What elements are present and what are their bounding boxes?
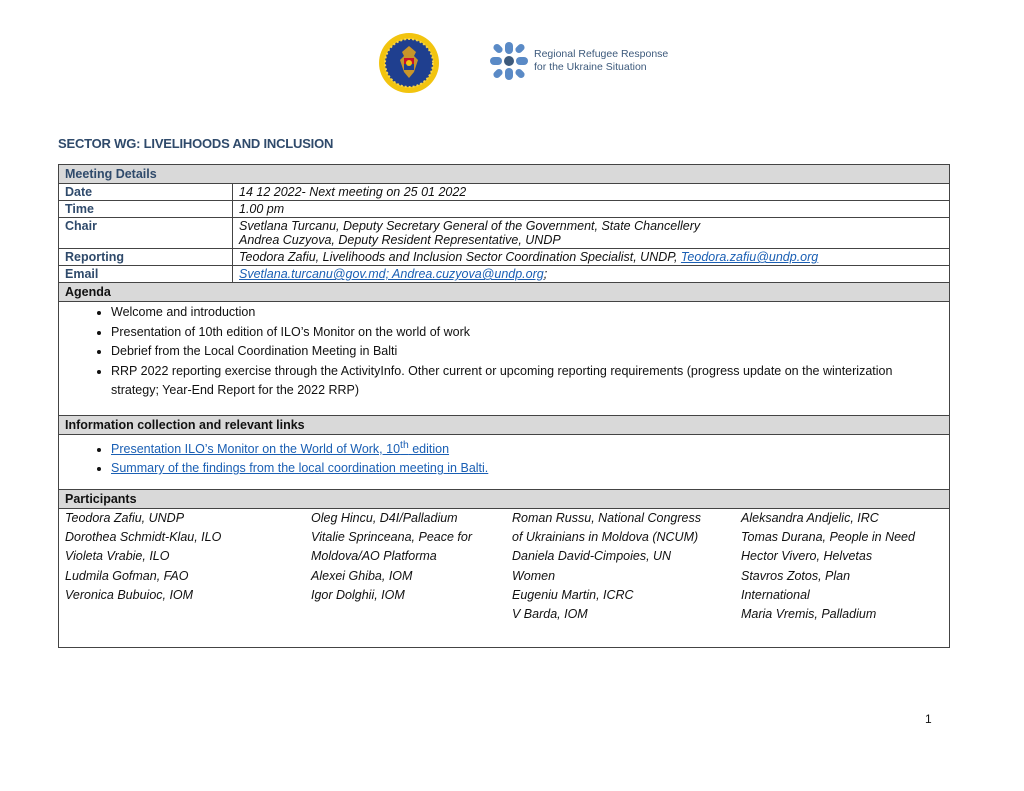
date-label: Date (59, 184, 233, 201)
email-suffix: ; (543, 267, 548, 281)
agenda-cell (59, 302, 950, 416)
participants-column-2 (311, 509, 512, 647)
participant: Teodora Zafiu, UNDP (65, 510, 185, 525)
date-row (59, 184, 950, 201)
participant: Tomas Durana, People in Need (741, 529, 915, 544)
participant: Violeta Vrabie, ILO (65, 549, 170, 564)
page-number: 1 (925, 712, 932, 726)
participant: Alexei Ghiba, IOM (311, 568, 413, 583)
chair-label: Chair (59, 218, 233, 249)
participant: Vitalie Sprinceana, Peace for (311, 529, 472, 544)
info-cell (59, 434, 950, 489)
participant: Aleksandra Andjelic, IRC (741, 510, 879, 525)
ilo-monitor-link-text: Presentation ILO’s Monitor on the World of Work, 10 (111, 441, 401, 456)
chair-line-2: Andrea Cuzyova, Deputy Resident Representative, UNDP (239, 233, 561, 247)
reporting-value (233, 249, 950, 266)
info-heading: Information collection and relevant links (59, 415, 950, 434)
agenda-list (65, 303, 943, 401)
participant: Daniela David-Cimpoies, UN (512, 549, 672, 564)
date-value: 14 12 2022- Next meeting on 25 01 2022 (233, 184, 950, 201)
ilo-monitor-link-suffix: edition (408, 441, 450, 456)
list-item (111, 436, 943, 460)
info-links-list (65, 436, 943, 479)
meeting-details-heading: Meeting Details (59, 165, 950, 184)
chair-value (233, 218, 950, 249)
ilo-monitor-link-sup: th (400, 439, 409, 451)
reporting-label: Reporting (59, 249, 233, 266)
agenda-row (59, 302, 950, 416)
balti-summary-link[interactable]: Summary of the findings from the local coordination meeting in Balti. (111, 461, 489, 476)
time-label: Time (59, 201, 233, 218)
chair-line-1: Svetlana Turcanu, Deputy Secretary General of the Government, State Chancellery (239, 219, 701, 233)
rrp-star-logo-icon (488, 40, 530, 82)
agenda-item-ilo-monitor: • Presentation of 10th edition of ILO’s Monitor on the world of work (111, 323, 943, 343)
time-row (59, 201, 950, 218)
participant: V Barda, IOM (512, 607, 588, 622)
participant: Oleg Hincu, D4I/Palladium (311, 510, 458, 525)
email-label: Email (59, 266, 233, 283)
participant: Ludmila Gofman, FAO (65, 568, 189, 583)
meeting-table (58, 164, 950, 648)
participant: of Ukrainians in Moldova (NCUM) (512, 529, 699, 544)
reporting-text: Teodora Zafiu, Livelihoods and Inclusion Sector Coordination Specialist, UNDP, (239, 250, 681, 264)
participants-header (59, 489, 950, 508)
list-item (111, 459, 943, 479)
rrp-logo (488, 40, 678, 86)
chair-row (59, 218, 950, 249)
participant: Hector Vivero, Helvetas (741, 549, 873, 564)
rrp-logo-line1: Regional Refugee Response (534, 48, 669, 60)
email-value (233, 266, 950, 283)
info-header (59, 415, 950, 434)
participant: Stavros Zotos, Plan (741, 568, 851, 583)
meeting-details-header (59, 165, 950, 184)
reporting-email-link[interactable]: Teodora.zafiu@undp.org (680, 250, 819, 264)
reporting-row (59, 249, 950, 266)
agenda-heading: Agenda (59, 283, 950, 302)
agenda-item-welcome: • Welcome and introduction (111, 303, 943, 323)
participant: Dorothea Schmidt-Klau, ILO (65, 529, 222, 544)
participant: International (741, 587, 810, 602)
participants-column-4 (741, 509, 949, 647)
participants-column-3 (512, 509, 741, 647)
participants-heading: Participants (59, 489, 950, 508)
participants-row (59, 508, 950, 647)
agenda-item-balti-debrief: • Debrief from the Local Coordination Meeting in Balti (111, 342, 943, 362)
participants-cell (59, 508, 950, 647)
participants-column-1 (65, 509, 311, 647)
agenda-item-rrp-reporting: • RRP 2022 reporting exercise through the ActivityInfo. Other current or upcoming reporting requirements (progress update on the winterization strategy; Year-End Report for the 2022 RRP) (111, 362, 943, 401)
participant: Igor Dolghii, IOM (311, 587, 405, 602)
participant: Moldova/AO Platforma (311, 549, 437, 564)
participant: Roman Russu, National Congress (512, 510, 701, 525)
ilo-monitor-link[interactable] (111, 439, 450, 456)
agenda-header (59, 283, 950, 302)
participant: Maria Vremis, Palladium (741, 607, 877, 622)
participant: Women (512, 568, 556, 583)
participant: Veronica Bubuioc, IOM (65, 587, 194, 602)
participant: Eugeniu Martin, ICRC (512, 587, 634, 602)
participants-grid (65, 509, 949, 647)
info-row (59, 434, 950, 489)
email-row (59, 266, 950, 283)
moldova-coat-of-arms-icon (378, 32, 440, 94)
time-value: 1.00 pm (233, 201, 950, 218)
sector-title: SECTOR WG: LIVELIHOODS AND INCLUSION (58, 136, 334, 151)
rrp-logo-line2: for the Ukraine Situation (534, 61, 647, 73)
rrp-logo-text (534, 48, 668, 74)
chair-email-links[interactable]: Svetlana.turcanu@gov.md; Andrea.cuzyova@undp.org (239, 267, 544, 281)
